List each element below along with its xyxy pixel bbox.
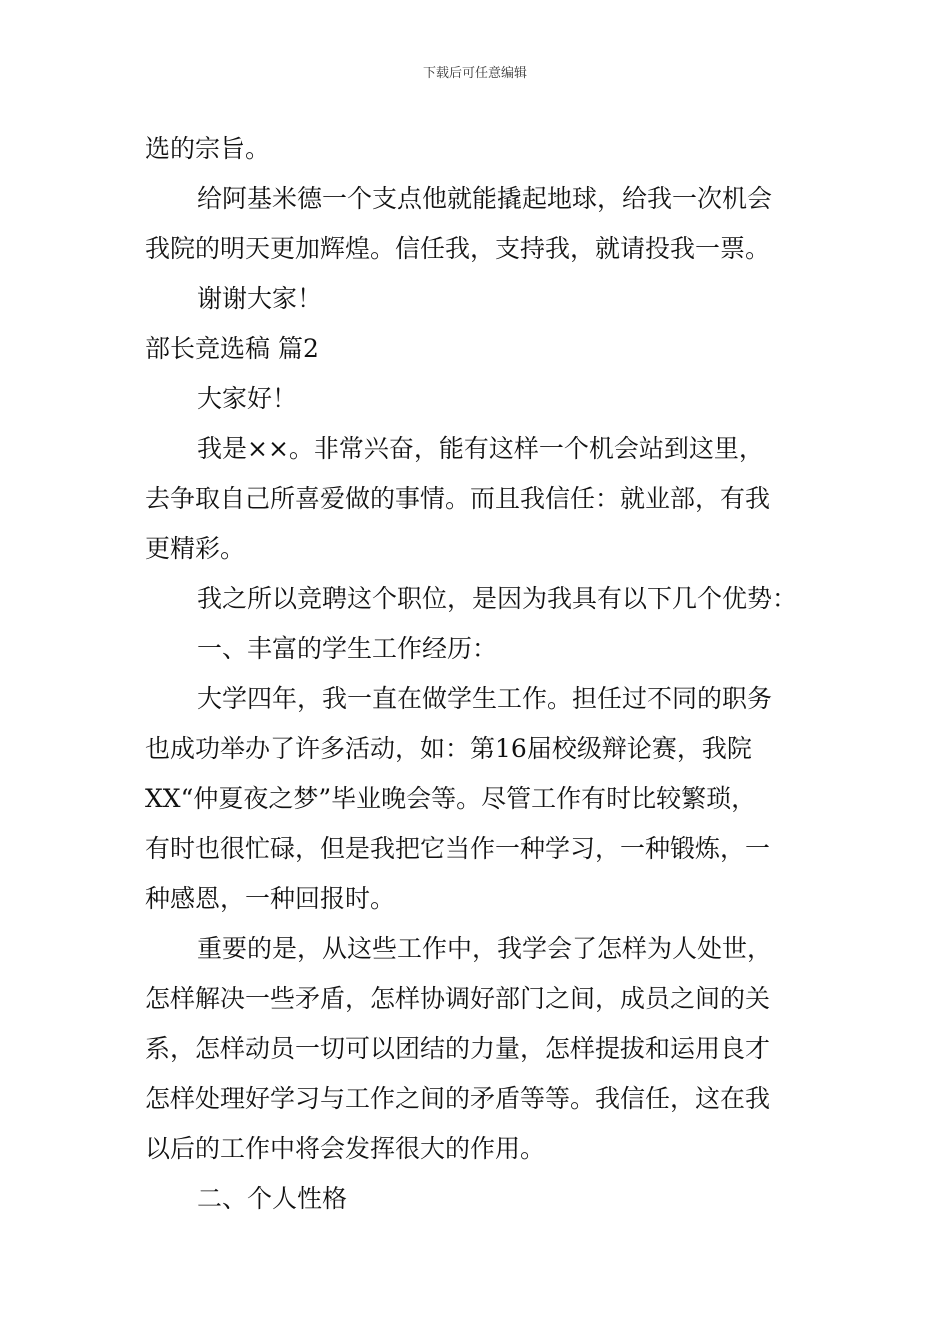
text-line: XX“仲夏夜之梦”毕业晚会等。尽管工作有时比较繁琐， xyxy=(145,784,757,813)
paragraph-line: 大学四年，我一直在做学生工作。担任过不同的职务 xyxy=(197,684,773,713)
section-heading: 部长竞选稿 篇2 xyxy=(145,334,319,363)
paragraph-line: 重要的是，从这些工作中，我学会了怎样为人处世， xyxy=(197,934,773,963)
text-line: 怎样处理好学习与工作之间的矛盾等等。我信任，这在我 xyxy=(145,1084,771,1113)
paragraph-line: 我之所以竞聘这个职位，是因为我具有以下几个优势： xyxy=(197,584,798,613)
paragraph-line: 谢谢大家！ xyxy=(197,284,323,313)
text-line: 有时也很忙碌，但是我把它当作一种学习，一种锻炼，一 xyxy=(145,834,771,863)
text-line: 种感恩，一种回报时。 xyxy=(145,884,396,913)
text-line: 去争取自己所喜爱做的事情。而且我信任：就业部，有我 xyxy=(145,484,771,513)
subheading-line: 二、个人性格 xyxy=(197,1184,348,1213)
text-line: 也成功举办了许多活动，如：第16届校级辩论赛，我院 xyxy=(145,734,752,763)
page-header: 下载后可任意编辑 xyxy=(422,66,527,81)
paragraph-line: 给阿基米德一个支点他就能撬起地球，给我一次机会 xyxy=(197,184,773,213)
text-line: 我院的明天更加辉煌。信任我，支持我，就请投我一票。 xyxy=(145,234,771,263)
text-line: 更精彩。 xyxy=(145,534,246,563)
text-line: 怎样解决一些矛盾，怎样协调好部门之间，成员之间的关 xyxy=(145,984,771,1013)
subheading-line: 一、丰富的学生工作经历： xyxy=(197,634,498,663)
greeting-line: 大家好！ xyxy=(197,384,298,413)
paragraph-line: 我是××。非常兴奋，能有这样一个机会站到这里， xyxy=(197,434,764,463)
text-line: 系，怎样动员一切可以团结的力量，怎样提拔和运用良才 xyxy=(145,1034,771,1063)
text-line: 以后的工作中将会发挥很大的作用。 xyxy=(145,1134,546,1163)
text-line: 选的宗旨。 xyxy=(145,134,271,163)
